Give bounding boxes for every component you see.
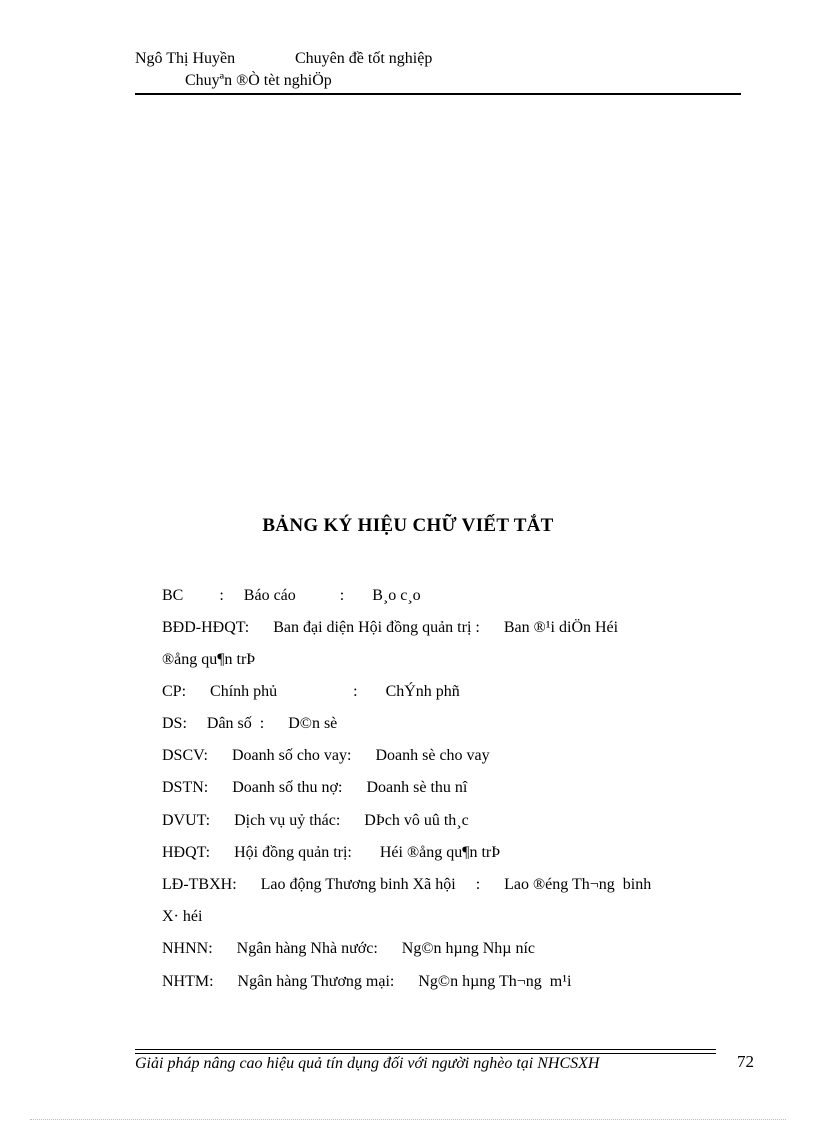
abbr-line-nhtm: NHTM: Ngân hàng Thương mại: Ng©n hµng Th¬ng m¹i: [162, 973, 572, 990]
abbr-line-dscv: DSCV: Doanh số cho vay: Doanh sè cho vay: [162, 747, 490, 764]
page-title: BẢNG KÝ HIỆU CHỮ VIẾT TẮT: [262, 515, 554, 536]
abbr-line-bc: BC : Báo cáo : B¸o c¸o: [162, 587, 421, 604]
abbr-line-bdd-hdqt-cont: ®ång qu¶n trÞ: [162, 651, 256, 668]
footer-text: Giải pháp nâng cao hiệu quả tín dụng đối với người nghèo tại NHCSXH: [135, 1055, 600, 1072]
abbr-line-ds: DS: Dân số : D©n sè: [162, 715, 338, 732]
abbr-line-cp: CP: Chính phủ : ChÝnh phñ: [162, 683, 460, 700]
page-edge-dots: [30, 1119, 786, 1120]
page-number: 72: [737, 1052, 754, 1071]
abbr-line-bdd-hdqt: BĐD-HĐQT: Ban đại diện Hội đồng quản trị : Ban ®¹i diÖn Héi: [162, 619, 619, 636]
abbr-line-dvut: DVUT: Dịch vụ uỷ thác: DÞch vô uû th¸c: [162, 812, 469, 829]
footer-rule: [135, 1049, 716, 1054]
abbr-line-dstn: DSTN: Doanh số thu nợ: Doanh sè thu nî: [162, 779, 468, 796]
header-author: Ngô Thị Huyền: [135, 50, 236, 67]
header-title: Chuyên đề tốt nghiệp: [295, 50, 433, 67]
abbr-line-ld-tbxh-cont: X· héi: [162, 908, 203, 925]
header-title-legacy: Chuyªn ®Ò tèt nghiÖp: [185, 72, 332, 89]
abbr-line-nhnn: NHNN: Ngân hàng Nhà nước: Ng©n hµng Nhµ níc: [162, 940, 536, 957]
header-rule: [135, 93, 741, 95]
abbr-line-ld-tbxh: LĐ-TBXH: Lao động Thương binh Xã hội : Lao ®éng Th¬ng binh: [162, 876, 652, 893]
abbr-line-hdqt: HĐQT: Hội đồng quản trị: Héi ®ång qu¶n trÞ: [162, 844, 501, 861]
running-header: [135, 50, 432, 68]
